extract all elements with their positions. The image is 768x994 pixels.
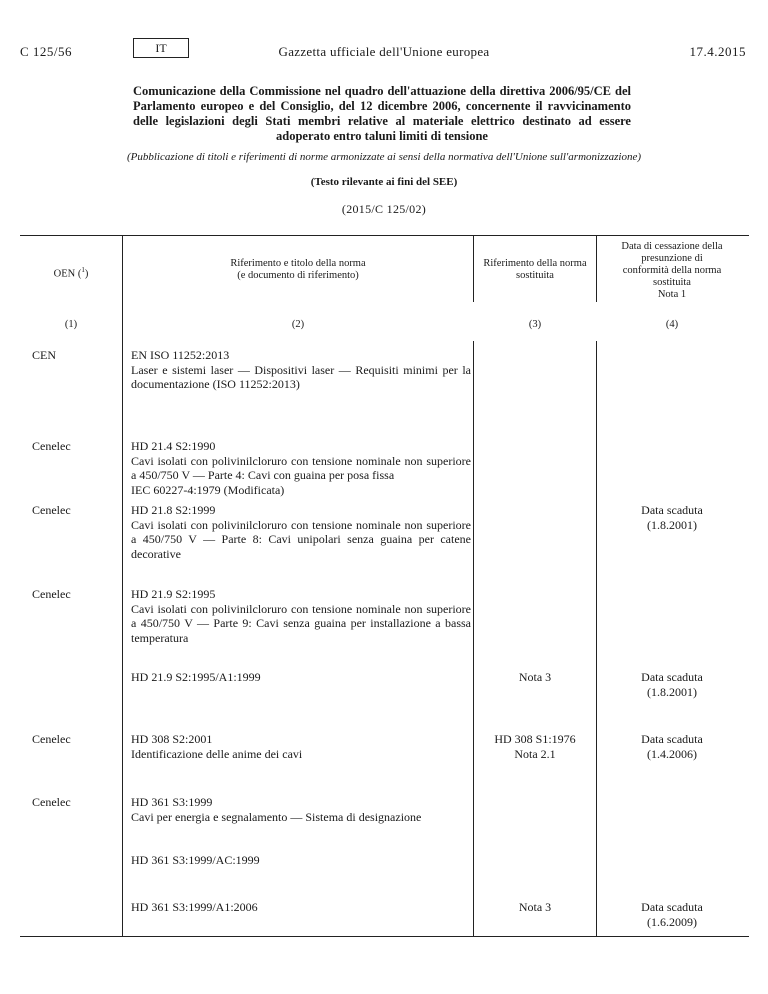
- col-number: (1): [64, 319, 78, 330]
- document-subtitle: (Pubblicazione di titoli e riferimenti di norme armonizzate ai sensi della normativa dell'Unione sull'armonizzazione): [126, 151, 642, 163]
- reference-cell: HD 361 S3:1999/A1:2006: [131, 900, 258, 914]
- col-header-reference: Riferimento e titolo della norma (e documento di riferimento): [230, 258, 366, 281]
- column-divider: [473, 341, 474, 937]
- reference-cell: EN ISO 11252:2013 Laser e sistemi laser — Dispositivi laser — Requisiti minimi per la documentazione (ISO 11252:2013): [131, 348, 471, 391]
- oen-cell: Cenelec: [32, 503, 71, 517]
- column-divider: [596, 341, 597, 937]
- cessation-date-cell: Data scaduta (1.8.2001): [641, 670, 703, 699]
- column-divider: [122, 235, 123, 937]
- reference-cell: HD 21.9 S2:1995/A1:1999: [131, 670, 261, 684]
- document-title: Comunicazione della Commissione nel quadro dell'attuazione della direttiva 2006/95/CE del Parlamento europeo e del Consiglio, del 12 dicembre 2006, concernente il ravvicinamento delle legislazioni degli Stati membri relative al materiale elettrico destinato ad essere adoperato entro taluni limiti di tensione: [133, 84, 631, 143]
- page-reference: C 125/56: [20, 44, 73, 59]
- document-reference: (2015/C 125/02): [341, 202, 427, 216]
- col-header-replaced: Riferimento della norma sostituita: [483, 258, 587, 281]
- oen-cell: Cenelec: [32, 439, 71, 453]
- col-header-oen: OEN ($^1$): [53, 266, 89, 280]
- reference-cell: HD 21.4 S2:1990 Cavi isolati con polivinilcloruro con tensione nominale non superiore a 450/750 V — Parte 4: Cavi con guaina per posa fissa IEC 60227-4:1979 (Modificata): [131, 439, 471, 497]
- col-number: (4): [665, 319, 679, 330]
- col-header-cessation-date: Data di cessazione della presunzione di conformità della norma sostituita Nota 1: [621, 241, 723, 300]
- col-number: (2): [291, 319, 305, 330]
- replaced-standard-cell: Nota 3: [518, 670, 552, 684]
- reference-cell: HD 308 S2:2001 Identificazione delle anime dei cavi: [131, 732, 303, 761]
- oen-cell: Cenelec: [32, 732, 71, 746]
- replaced-standard-cell: HD 308 S1:1976 Nota 2.1: [494, 732, 576, 761]
- reference-cell: HD 21.8 S2:1999 Cavi isolati con polivinilcloruro con tensione nominale non superiore a 450/750 V — Parte 8: Cavi unipolari senza guaina per catene decorative: [131, 503, 471, 561]
- language-box: IT: [133, 38, 189, 58]
- cessation-date-cell: Data scaduta (1.6.2009): [641, 900, 703, 929]
- reference-cell: HD 21.9 S2:1995 Cavi isolati con polivinilcloruro con tensione nominale non superiore a 450/750 V — Parte 9: Cavi senza guaina per installazione a bassa temperatura: [131, 587, 471, 645]
- reference-cell: HD 361 S3:1999 Cavi per energia e segnalamento — Sistema di designazione: [131, 795, 422, 824]
- page-header: [0, 0, 768, 80]
- table-bottom-border: [20, 936, 749, 937]
- publication-date: 17.4.2015: [689, 44, 746, 59]
- journal-name: Gazzetta ufficiale dell'Unione europea: [278, 44, 490, 59]
- reference-cell: HD 361 S3:1999/AC:1999: [131, 853, 260, 867]
- cessation-date-cell: Data scaduta (1.8.2001): [641, 503, 703, 532]
- cessation-date-cell: Data scaduta (1.4.2006): [641, 732, 703, 761]
- oen-cell: Cenelec: [32, 587, 71, 601]
- col-number: (3): [528, 319, 542, 330]
- eea-relevance: (Testo rilevante ai fini del SEE): [310, 176, 458, 188]
- oen-cell: Cenelec: [32, 795, 71, 809]
- oen-cell: CEN: [32, 348, 56, 362]
- table-top-border: [20, 235, 749, 236]
- replaced-standard-cell: Nota 3: [518, 900, 552, 914]
